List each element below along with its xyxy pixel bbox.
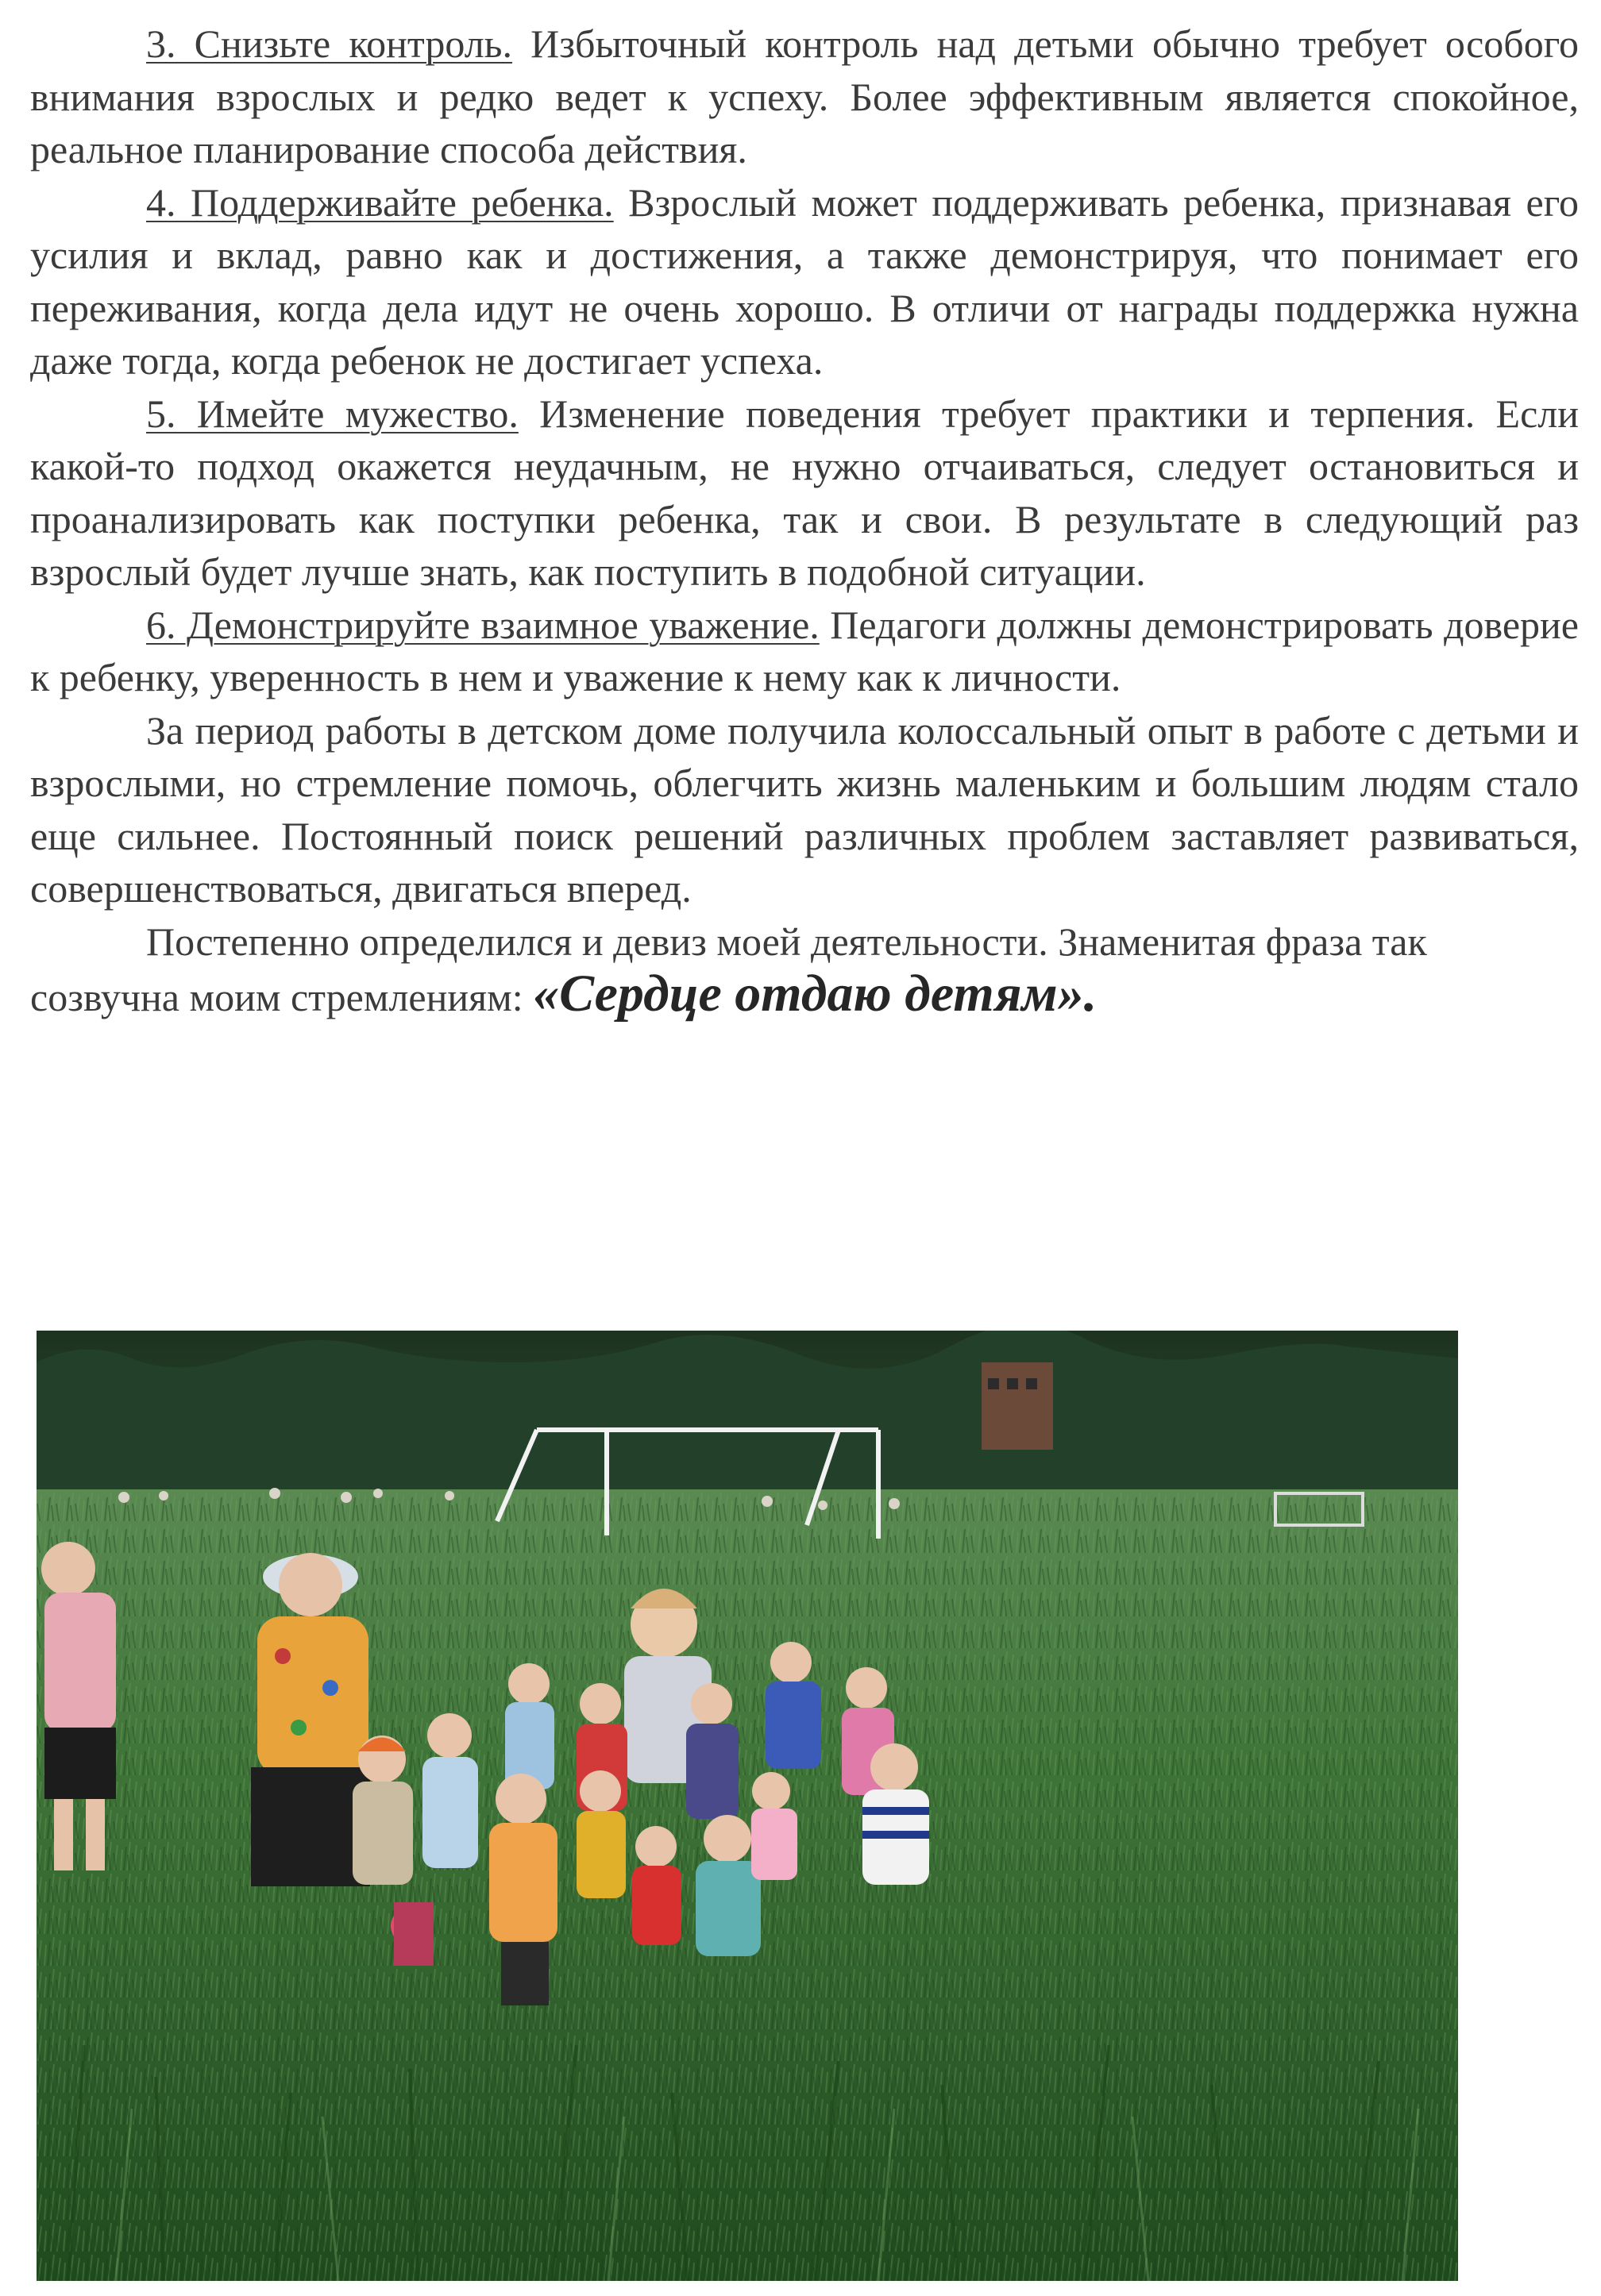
tip-paragraph-3: [30, 17, 1579, 176]
motto-quote: «Сердце отдаю детям»: [533, 965, 1084, 1023]
motto-end: .: [1083, 965, 1098, 1023]
tip-title-4: 4. Поддерживайте ребенка.: [146, 179, 614, 225]
motto-intro: Постепенно определился и девиз моей деятельности. Знаменитая фраза так созвучна моим стремлениям:: [30, 919, 1427, 1019]
experience-paragraph: За период работы в детском доме получила колоссальный опыт в работе с детьми и взрослыми, но стремление помочь, облегчить жизнь маленьким и большим людям стало еще сильнее. Постоянный поиск решений различных проблем заставляет развиваться, совершенствоваться, двигаться вперед.: [30, 707, 1579, 911]
group-photo-image: [37, 1331, 1458, 2281]
tip-title-3: 3. Снизьте контроль.: [146, 21, 512, 66]
tip-title-5: 5. Имейте мужество.: [146, 391, 519, 436]
tip-paragraph-6: [30, 599, 1579, 704]
tip-body-4: Взрослый может поддерживать ребенка, признавая его усилия и вклад, равно как и достижения, а также демонстрируя, что понимает его переживания, когда дела идут не очень хорошо. В отличи от награды поддержка нужна даже тогда, когда ребенок не достигает успеха.: [30, 179, 1580, 383]
tip-body-6: Педагоги должны демонстрировать доверие к ребенку, уверенность в нем и уважение к нему как к личности.: [30, 602, 1579, 699]
tip-paragraph-5: [30, 387, 1579, 599]
tip-body-3: Избыточный контроль над детьми обычно требует особого внимания взрослых и редко ведет к успеху. Более эффективным является спокойное, реальное планирование способа действия.: [30, 21, 1579, 171]
tip-body-5: Изменение поведения требует практики и терпения. Если какой-то подход окажется неудачным, не нужно отчаиваться, следует остановиться и проанализировать как поступки ребенка, так и свои. В результате в следующий раз взрослый будет лучше знать, как поступить в подобной ситуации.: [30, 391, 1580, 594]
group-photo: [37, 1331, 1458, 2281]
document-text: [30, 17, 1579, 1024]
motto-paragraph: [30, 915, 1579, 1024]
tip-title-6: 6. Демонстрируйте взаимное уважение.: [146, 602, 820, 647]
tip-paragraph-4: [30, 176, 1579, 387]
